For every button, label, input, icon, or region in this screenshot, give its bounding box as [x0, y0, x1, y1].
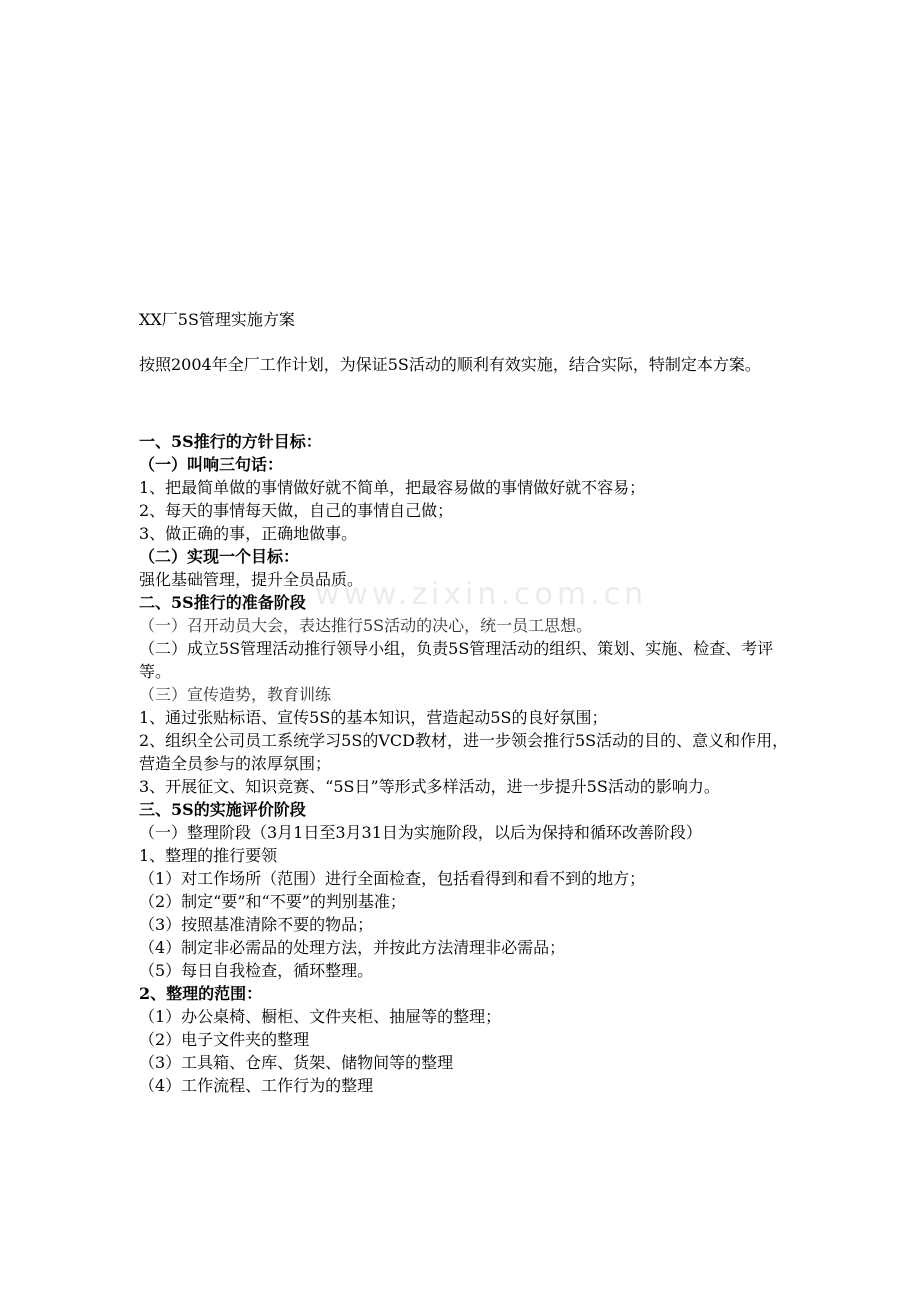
list-item: 强化基础管理，提升全员品质。: [139, 570, 364, 589]
list-item: （4）制定非必需品的处理方法，并按此方法清理非必需品；: [139, 938, 566, 957]
subsection-heading: （二）实现一个目标：: [139, 547, 300, 566]
document-title: XX厂5S管理实施方案: [139, 310, 295, 329]
list-item: （一）整理阶段（3月1日至3月31日为实施阶段，以后为保持和循环改善阶段）: [139, 823, 702, 842]
list-item: （1）办公桌椅、橱柜、文件夹柜、抽屉等的整理；: [139, 1007, 502, 1026]
list-item: （3）按照基准清除不要的物品；: [139, 915, 374, 934]
list-item: 1、把最简单做的事情做好就不简单，把最容易做的事情做好就不容易；: [139, 478, 646, 497]
list-item: 3、做正确的事，正确地做事。: [139, 524, 358, 543]
document-content: [139, 430, 789, 1097]
subsection-heading: 2、整理的范围：: [139, 984, 263, 1003]
section-heading: 三、5S的实施评价阶段: [139, 800, 306, 819]
section-heading: 二、5S推行的准备阶段: [139, 593, 306, 612]
intro-paragraph: 按照2004年全厂工作计划，为保证5S活动的顺利有效实施，结合实际，特制定本方案。: [139, 355, 761, 374]
list-item: 1、通过张贴标语、宣传5S的基本知识，营造起动5S的良好氛围；: [139, 708, 608, 727]
list-item: 1、整理的推行要领: [139, 846, 278, 865]
list-item: （5）每日自我检查，循环整理。: [139, 961, 374, 980]
list-item: （三）宣传造势，教育训练: [139, 685, 332, 704]
list-item: （二）成立5S管理活动推行领导小组，负责5S管理活动的组织、策划、实施、检查、考评等。: [139, 639, 774, 681]
watermark-text: www.zixin.com.cn: [314, 577, 648, 612]
list-item: （一）召开动员大会，表达推行5S活动的决心，统一员工思想。: [139, 616, 593, 635]
list-item: （3）工具箱、仓库、货架、储物间等的整理: [139, 1053, 454, 1072]
list-item: （4）工作流程、工作行为的整理: [139, 1076, 374, 1095]
list-item: 2、组织全公司员工系统学习5S的VCD教材，进一步领会推行5S活动的目的、意义和作用，营造全员参与的浓厚氛围；: [139, 731, 789, 773]
list-item: （2）制定“要”和“不要”的判别基准；: [139, 892, 406, 911]
subsection-heading: （一）叫响三句话：: [139, 455, 284, 474]
list-item: （2）电子文件夹的整理: [139, 1030, 310, 1049]
list-item: 2、每天的事情每天做，自己的事情自己做；: [139, 501, 454, 520]
list-item: 3、开展征文、知识竞赛、“5S日”等形式多样活动，进一步提升5S活动的影响力。: [139, 777, 720, 796]
list-item: （1）对工作场所（范围）进行全面检查，包括看得到和看不到的地方；: [139, 869, 646, 888]
section-heading: 一、5S推行的方针目标：: [139, 432, 322, 451]
